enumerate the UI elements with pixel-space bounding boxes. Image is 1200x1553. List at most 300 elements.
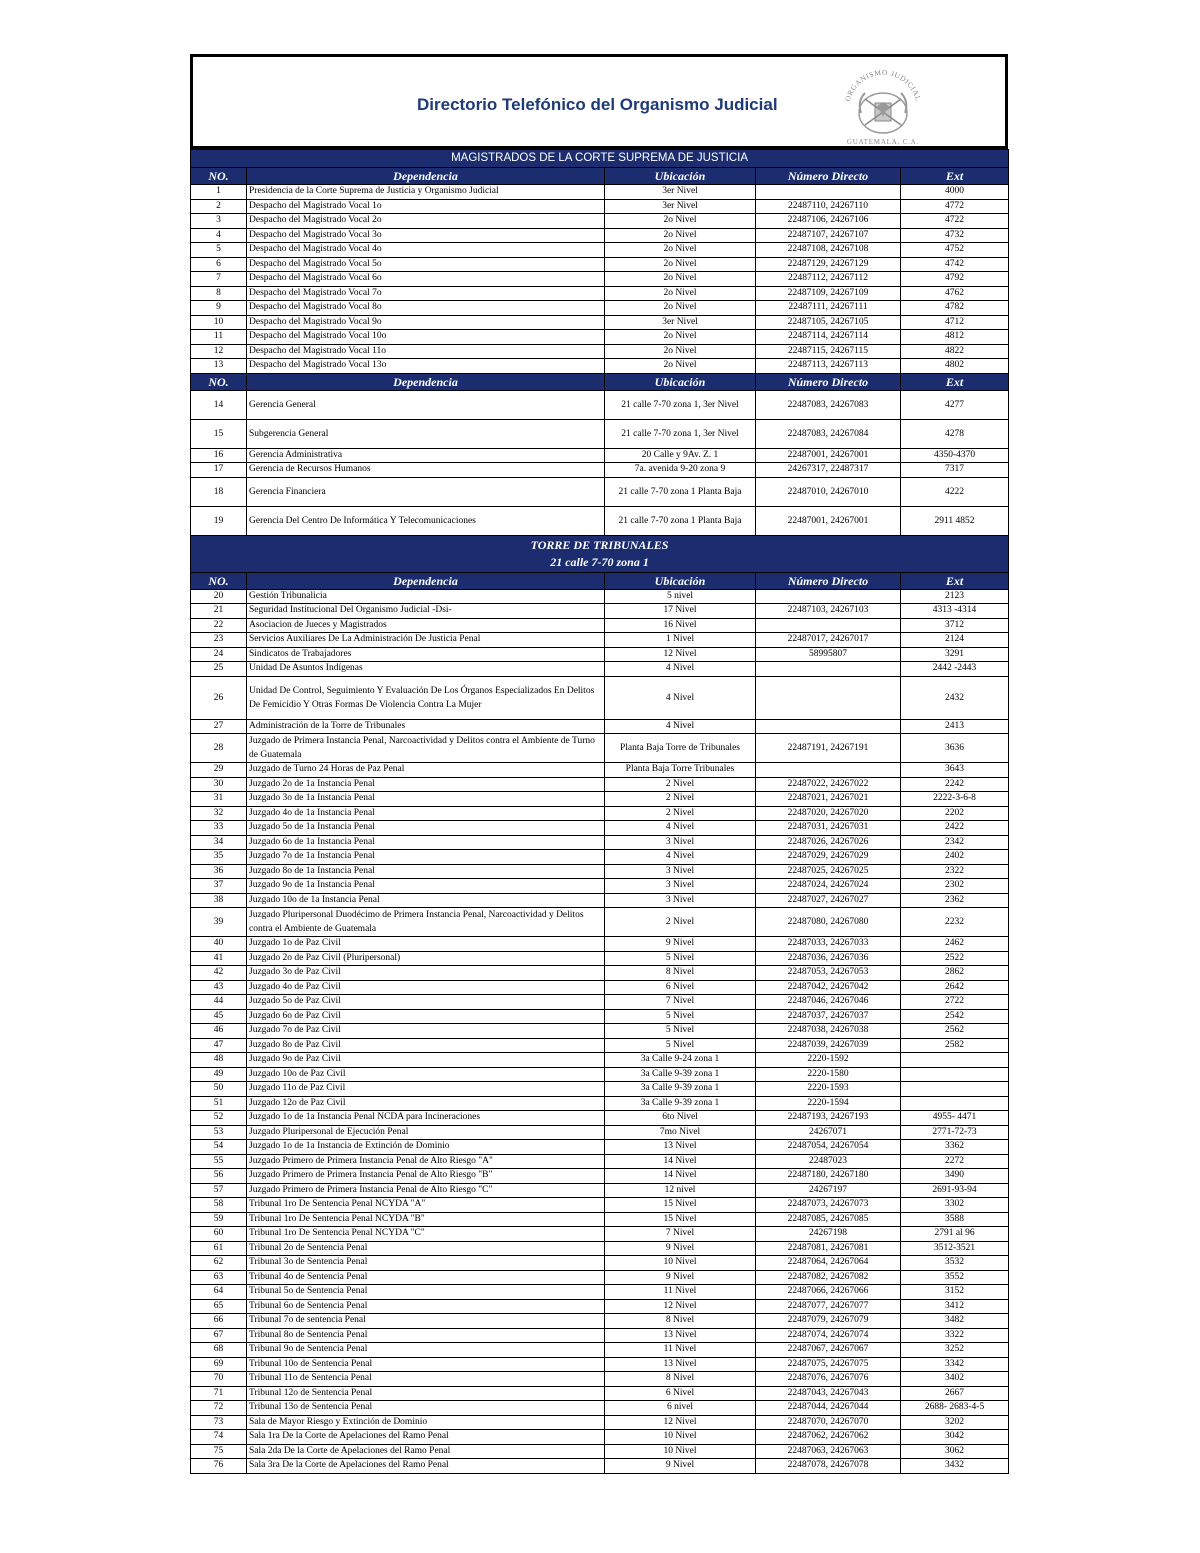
row-no: 38 [191, 893, 247, 908]
row-ubicacion: 2 Nivel [605, 792, 756, 807]
directory-table [190, 149, 1009, 1474]
row-no: 29 [191, 763, 247, 778]
row-ubicacion: 2 Nivel [605, 908, 756, 937]
table-row [191, 966, 1009, 981]
row-ext: 3532 [901, 1256, 1009, 1271]
table-row [191, 879, 1009, 894]
row-no: 70 [191, 1372, 247, 1387]
row-ubicacion: 21 calle 7-70 zona 1, 3er Nivel [605, 419, 756, 448]
section-magistrados [191, 150, 1009, 168]
row-numero-directo: 22487067, 24267067 [756, 1343, 901, 1358]
row-dependencia: Subgerencia General [247, 419, 605, 448]
row-no: 21 [191, 604, 247, 619]
col-ext: Ext [901, 373, 1009, 390]
row-numero-directo: 22487111, 24267111 [756, 301, 901, 316]
row-no: 43 [191, 980, 247, 995]
table-row [191, 792, 1009, 807]
row-dependencia: Juzgado 4o de Paz Civil [247, 980, 605, 995]
row-no: 75 [191, 1444, 247, 1459]
row-ext: 4278 [901, 419, 1009, 448]
row-no: 45 [191, 1009, 247, 1024]
table-row [191, 1270, 1009, 1285]
row-ubicacion: 13 Nivel [605, 1357, 756, 1372]
row-ubicacion: 3er Nivel [605, 315, 756, 330]
table-row [191, 1459, 1009, 1474]
row-dependencia: Juzgado 9o de Paz Civil [247, 1053, 605, 1068]
row-ext: 2222-3-6-8 [901, 792, 1009, 807]
table-row [191, 463, 1009, 478]
svg-text:ORGANISMO JUDICIAL: ORGANISMO JUDICIAL [842, 67, 924, 103]
row-ext: 3552 [901, 1270, 1009, 1285]
col-dependencia: Dependencia [247, 572, 605, 589]
row-numero-directo: 22487079, 24267079 [756, 1314, 901, 1329]
column-header-row [191, 168, 1009, 185]
row-no: 12 [191, 344, 247, 359]
row-numero-directo: 22487191, 24267191 [756, 734, 901, 763]
row-ext: 2522 [901, 951, 1009, 966]
table-row [191, 1111, 1009, 1126]
col-no: NO. [191, 168, 247, 185]
row-ext: 2232 [901, 908, 1009, 937]
row-dependencia: Administración de la Torre de Tribunales [247, 719, 605, 734]
row-ext: 4752 [901, 243, 1009, 258]
row-no: 48 [191, 1053, 247, 1068]
row-dependencia: Tribunal 2o de Sentencia Penal [247, 1241, 605, 1256]
row-no: 58 [191, 1198, 247, 1213]
row-ubicacion: 2o Nivel [605, 228, 756, 243]
row-ext: 3643 [901, 763, 1009, 778]
row-dependencia: Gerencia Administrativa [247, 448, 605, 463]
row-dependencia: Unidad De Asuntos Indígenas [247, 662, 605, 677]
row-ext: 4277 [901, 390, 1009, 419]
row-no: 17 [191, 463, 247, 478]
row-dependencia: Juzgado 1o de 1a Instancia de Extinción de Dominio [247, 1140, 605, 1155]
table-row [191, 589, 1009, 604]
row-ext: 2402 [901, 850, 1009, 865]
row-no: 69 [191, 1357, 247, 1372]
row-ubicacion: 2o Nivel [605, 301, 756, 316]
row-dependencia: Juzgado de Primera Instancia Penal, Narcoactividad y Delitos contra el Ambiente de Turno de Guatemala [247, 734, 605, 763]
row-ubicacion: 9 Nivel [605, 1459, 756, 1474]
row-dependencia: Unidad De Control, Seguimiento Y Evaluación De Los Órganos Especializados En Delitos De Femicidio Y Otras Formas De Violencia Contra La Mujer [247, 676, 605, 719]
row-ubicacion: 5 Nivel [605, 1038, 756, 1053]
table-row [191, 1444, 1009, 1459]
row-no: 52 [191, 1111, 247, 1126]
row-numero-directo: 22487110, 24267110 [756, 199, 901, 214]
row-numero-directo: 22487074, 24267074 [756, 1328, 901, 1343]
row-dependencia: Juzgado Primero de Primera Instancia Penal de Alto Riesgo "B" [247, 1169, 605, 1184]
row-numero-directo [756, 662, 901, 677]
table-row [191, 777, 1009, 792]
row-dependencia: Juzgado Pluripersonal de Ejecución Penal [247, 1125, 605, 1140]
table-row [191, 618, 1009, 633]
row-no: 26 [191, 676, 247, 719]
row-ext: 2362 [901, 893, 1009, 908]
row-ubicacion: 7a. avenida 9-20 zona 9 [605, 463, 756, 478]
row-dependencia: Despacho del Magistrado Vocal 11o [247, 344, 605, 359]
table-row [191, 763, 1009, 778]
row-no: 72 [191, 1401, 247, 1416]
table-row [191, 1241, 1009, 1256]
row-dependencia: Juzgado Pluripersonal Duodécimo de Primera Instancia Penal, Narcoactividad y Delitos contra el Ambiente de Guatemala [247, 908, 605, 937]
row-dependencia: Tribunal 3o de Sentencia Penal [247, 1256, 605, 1271]
table-row [191, 980, 1009, 995]
row-no: 1 [191, 185, 247, 200]
row-dependencia: Despacho del Magistrado Vocal 13o [247, 359, 605, 374]
row-ubicacion: 3 Nivel [605, 893, 756, 908]
row-dependencia: Tribunal 1ro De Sentencia Penal NCYDA "C" [247, 1227, 605, 1242]
svg-text:GUATEMALA, C.A.: GUATEMALA, C.A. [846, 138, 920, 146]
table-row [191, 1386, 1009, 1401]
row-ext: 3042 [901, 1430, 1009, 1445]
row-numero-directo: 22487054, 24267054 [756, 1140, 901, 1155]
row-numero-directo: 22487078, 24267078 [756, 1459, 901, 1474]
row-ext: 4350-4370 [901, 448, 1009, 463]
row-no: 23 [191, 633, 247, 648]
row-dependencia: Despacho del Magistrado Vocal 1o [247, 199, 605, 214]
row-no: 35 [191, 850, 247, 865]
row-ext: 3322 [901, 1328, 1009, 1343]
row-ubicacion: 2 Nivel [605, 806, 756, 821]
row-numero-directo: 22487031, 24267031 [756, 821, 901, 836]
row-numero-directo: 22487115, 24267115 [756, 344, 901, 359]
table-row [191, 633, 1009, 648]
table-row [191, 647, 1009, 662]
row-dependencia: Sala 1ra De la Corte de Apelaciones del Ramo Penal [247, 1430, 605, 1445]
row-no: 15 [191, 419, 247, 448]
row-dependencia: Gestión Tribunalicia [247, 589, 605, 604]
table-row [191, 1227, 1009, 1242]
row-no: 2 [191, 199, 247, 214]
row-ubicacion: 20 Calle y 9Av. Z. 1 [605, 448, 756, 463]
row-ext: 3482 [901, 1314, 1009, 1329]
row-ext: 2691-93-94 [901, 1183, 1009, 1198]
row-ext: 4222 [901, 477, 1009, 506]
row-no: 54 [191, 1140, 247, 1155]
row-ubicacion: 11 Nivel [605, 1343, 756, 1358]
document-header [190, 54, 1008, 149]
row-dependencia: Presidencia de la Corte Suprema de Justicia y Organismo Judicial [247, 185, 605, 200]
row-dependencia: Juzgado 7o de 1a Instancia Penal [247, 850, 605, 865]
row-numero-directo: 22487063, 24267063 [756, 1444, 901, 1459]
table-row [191, 448, 1009, 463]
row-ext [901, 1053, 1009, 1068]
section-subtitle: 21 calle 7-70 zona 1 [550, 554, 649, 569]
table-row [191, 676, 1009, 719]
row-ext: 4762 [901, 286, 1009, 301]
row-numero-directo: 22487025, 24267025 [756, 864, 901, 879]
row-ubicacion: 2o Nivel [605, 243, 756, 258]
row-dependencia: Tribunal 10o de Sentencia Penal [247, 1357, 605, 1372]
row-numero-directo [756, 589, 901, 604]
table-row [191, 257, 1009, 272]
row-numero-directo: 22487109, 24267109 [756, 286, 901, 301]
row-no: 16 [191, 448, 247, 463]
row-dependencia: Despacho del Magistrado Vocal 2o [247, 214, 605, 229]
row-numero-directo: 22487083, 24267084 [756, 419, 901, 448]
table-row [191, 1372, 1009, 1387]
row-no: 27 [191, 719, 247, 734]
row-numero-directo: 22487036, 24267036 [756, 951, 901, 966]
row-ubicacion: 2o Nivel [605, 330, 756, 345]
table-row [191, 734, 1009, 763]
row-dependencia: Despacho del Magistrado Vocal 5o [247, 257, 605, 272]
row-numero-directo [756, 618, 901, 633]
row-ubicacion: 9 Nivel [605, 1241, 756, 1256]
col-no: NO. [191, 572, 247, 589]
row-numero-directo: 22487073, 24267073 [756, 1198, 901, 1213]
row-ubicacion: 16 Nivel [605, 618, 756, 633]
table-row [191, 1067, 1009, 1082]
table-row [191, 1125, 1009, 1140]
row-no: 5 [191, 243, 247, 258]
row-ext [901, 1096, 1009, 1111]
row-no: 55 [191, 1154, 247, 1169]
judicial-seal-icon [835, 63, 931, 147]
row-ext: 3302 [901, 1198, 1009, 1213]
row-ubicacion: 5 Nivel [605, 951, 756, 966]
row-no: 33 [191, 821, 247, 836]
row-numero-directo: 22487064, 24267064 [756, 1256, 901, 1271]
row-numero-directo: 22487042, 24267042 [756, 980, 901, 995]
row-no: 22 [191, 618, 247, 633]
row-dependencia: Seguridad Institucional Del Organismo Judicial -Dsi- [247, 604, 605, 619]
row-ubicacion: 3er Nivel [605, 199, 756, 214]
row-dependencia: Tribunal 9o de Sentencia Penal [247, 1343, 605, 1358]
row-no: 28 [191, 734, 247, 763]
row-no: 63 [191, 1270, 247, 1285]
row-no: 40 [191, 937, 247, 952]
row-ubicacion: 12 nivel [605, 1183, 756, 1198]
row-ubicacion: 11 Nivel [605, 1285, 756, 1300]
row-numero-directo: 22487085, 24267085 [756, 1212, 901, 1227]
row-dependencia: Juzgado 10o de Paz Civil [247, 1067, 605, 1082]
row-dependencia: Gerencia Financiera [247, 477, 605, 506]
row-no: 7 [191, 272, 247, 287]
row-no: 49 [191, 1067, 247, 1082]
row-ubicacion: 12 Nivel [605, 647, 756, 662]
row-dependencia: Gerencia General [247, 390, 605, 419]
row-no: 11 [191, 330, 247, 345]
row-ext: 3062 [901, 1444, 1009, 1459]
table-row [191, 286, 1009, 301]
row-ubicacion: 7 Nivel [605, 1227, 756, 1242]
row-ubicacion: 3a Calle 9-39 zona 1 [605, 1096, 756, 1111]
row-ext: 2302 [901, 879, 1009, 894]
row-dependencia: Juzgado 1o de Paz Civil [247, 937, 605, 952]
row-ubicacion: 21 calle 7-70 zona 1 Planta Baja [605, 477, 756, 506]
row-no: 61 [191, 1241, 247, 1256]
row-ext: 3432 [901, 1459, 1009, 1474]
row-ext: 2432 [901, 676, 1009, 719]
table-row [191, 864, 1009, 879]
row-numero-directo: 24267197 [756, 1183, 901, 1198]
row-numero-directo: 22487108, 24267108 [756, 243, 901, 258]
table-row [191, 995, 1009, 1010]
table-row [191, 1183, 1009, 1198]
row-no: 30 [191, 777, 247, 792]
row-no: 6 [191, 257, 247, 272]
col-ubicacion: Ubicación [605, 373, 756, 390]
row-dependencia: Tribunal 4o de Sentencia Penal [247, 1270, 605, 1285]
row-no: 53 [191, 1125, 247, 1140]
row-ext: 4792 [901, 272, 1009, 287]
row-no: 71 [191, 1386, 247, 1401]
row-ext: 4732 [901, 228, 1009, 243]
row-ext: 2542 [901, 1009, 1009, 1024]
row-ext: 3712 [901, 618, 1009, 633]
row-ubicacion: 2o Nivel [605, 257, 756, 272]
row-numero-directo: 22487080, 24267080 [756, 908, 901, 937]
table-row [191, 272, 1009, 287]
row-ext: 4000 [901, 185, 1009, 200]
col-ext: Ext [901, 168, 1009, 185]
row-ext: 3490 [901, 1169, 1009, 1184]
table-row [191, 330, 1009, 345]
page-title: Directorio Telefónico del Organismo Judicial [417, 95, 778, 114]
row-numero-directo [756, 719, 901, 734]
row-numero-directo: 22487193, 24267193 [756, 1111, 901, 1126]
row-ext: 3252 [901, 1343, 1009, 1358]
row-no: 59 [191, 1212, 247, 1227]
row-dependencia: Tribunal 6o de Sentencia Penal [247, 1299, 605, 1314]
row-numero-directo: 22487077, 24267077 [756, 1299, 901, 1314]
row-numero-directo: 2220-1580 [756, 1067, 901, 1082]
table-row [191, 1140, 1009, 1155]
row-ubicacion: 9 Nivel [605, 937, 756, 952]
table-row [191, 821, 1009, 836]
row-numero-directo: 22487010, 24267010 [756, 477, 901, 506]
row-numero-directo: 22487044, 24267044 [756, 1401, 901, 1416]
table-row [191, 1401, 1009, 1416]
col-ubicacion: Ubicación [605, 168, 756, 185]
row-numero-directo: 2220-1593 [756, 1082, 901, 1097]
row-numero-directo: 22487039, 24267039 [756, 1038, 901, 1053]
row-numero-directo: 22487021, 24267021 [756, 792, 901, 807]
row-ubicacion: 8 Nivel [605, 1372, 756, 1387]
table-row [191, 419, 1009, 448]
row-ubicacion: 12 Nivel [605, 1299, 756, 1314]
table-row [191, 1053, 1009, 1068]
row-numero-directo [756, 676, 901, 719]
row-dependencia: Juzgado Primero de Primera Instancia Penal de Alto Riesgo "C" [247, 1183, 605, 1198]
row-ext: 2562 [901, 1024, 1009, 1039]
row-ext: 4802 [901, 359, 1009, 374]
row-ext: 3512-3521 [901, 1241, 1009, 1256]
section-torre-tribunales [191, 535, 1009, 572]
table-row [191, 1256, 1009, 1271]
row-ubicacion: 5 nivel [605, 589, 756, 604]
row-no: 13 [191, 359, 247, 374]
table-row [191, 604, 1009, 619]
row-ext: 7317 [901, 463, 1009, 478]
row-ubicacion: 3 Nivel [605, 879, 756, 894]
row-numero-directo: 22487001, 24267001 [756, 506, 901, 535]
row-ubicacion: 14 Nivel [605, 1154, 756, 1169]
row-no: 46 [191, 1024, 247, 1039]
row-dependencia: Juzgado 3o de 1a Instancia Penal [247, 792, 605, 807]
row-dependencia: Juzgado 6o de Paz Civil [247, 1009, 605, 1024]
row-no: 50 [191, 1082, 247, 1097]
row-ext: 2322 [901, 864, 1009, 879]
row-ext: 4313 -4314 [901, 604, 1009, 619]
row-ubicacion: 15 Nivel [605, 1198, 756, 1213]
row-no: 56 [191, 1169, 247, 1184]
row-ext: 2272 [901, 1154, 1009, 1169]
row-ext: 3291 [901, 647, 1009, 662]
row-ext: 3412 [901, 1299, 1009, 1314]
row-ubicacion: 14 Nivel [605, 1169, 756, 1184]
row-ubicacion: 3a Calle 9-39 zona 1 [605, 1082, 756, 1097]
row-ext: 2688- 2683-4-5 [901, 1401, 1009, 1416]
row-ext: 2911 4852 [901, 506, 1009, 535]
row-dependencia: Gerencia de Recursos Humanos [247, 463, 605, 478]
row-no: 42 [191, 966, 247, 981]
row-numero-directo: 22487113, 24267113 [756, 359, 901, 374]
row-dependencia: Despacho del Magistrado Vocal 7o [247, 286, 605, 301]
row-numero-directo [756, 185, 901, 200]
row-ubicacion: 21 calle 7-70 zona 1 Planta Baja [605, 506, 756, 535]
row-ext: 3402 [901, 1372, 1009, 1387]
row-no: 41 [191, 951, 247, 966]
table-row [191, 359, 1009, 374]
table-row [191, 1096, 1009, 1111]
col-numero-directo: Número Directo [756, 373, 901, 390]
row-ext: 2123 [901, 589, 1009, 604]
row-ext: 3636 [901, 734, 1009, 763]
row-ext: 2462 [901, 937, 1009, 952]
row-no: 39 [191, 908, 247, 937]
col-dependencia: Dependencia [247, 168, 605, 185]
row-numero-directo: 22487026, 24267026 [756, 835, 901, 850]
row-ext: 2771-72-73 [901, 1125, 1009, 1140]
row-ubicacion: 17 Nivel [605, 604, 756, 619]
row-numero-directo: 22487081, 24267081 [756, 1241, 901, 1256]
row-dependencia: Despacho del Magistrado Vocal 4o [247, 243, 605, 258]
row-dependencia: Juzgado 5o de 1a Instancia Penal [247, 821, 605, 836]
table-row [191, 228, 1009, 243]
row-ext: 4782 [901, 301, 1009, 316]
row-no: 34 [191, 835, 247, 850]
row-no: 47 [191, 1038, 247, 1053]
table-row [191, 1415, 1009, 1430]
row-no: 73 [191, 1415, 247, 1430]
row-ubicacion: 5 Nivel [605, 1009, 756, 1024]
row-dependencia: Tribunal 12o de Sentencia Penal [247, 1386, 605, 1401]
row-dependencia: Juzgado 3o de Paz Civil [247, 966, 605, 981]
directory-sheet [190, 54, 1008, 1474]
row-dependencia: Sindicatos de Trabajadores [247, 647, 605, 662]
table-row [191, 315, 1009, 330]
row-ubicacion: Planta Baja Torre de Tribunales [605, 734, 756, 763]
row-dependencia: Sala 2da De la Corte de Apelaciones del Ramo Penal [247, 1444, 605, 1459]
row-numero-directo: 22487107, 24267107 [756, 228, 901, 243]
row-numero-directo: 58995807 [756, 647, 901, 662]
row-numero-directo: 22487114, 24267114 [756, 330, 901, 345]
row-ubicacion: 8 Nivel [605, 1314, 756, 1329]
row-ubicacion: 13 Nivel [605, 1328, 756, 1343]
row-dependencia: Juzgado 12o de Paz Civil [247, 1096, 605, 1111]
row-ubicacion: 4 Nivel [605, 662, 756, 677]
row-ubicacion: 2o Nivel [605, 359, 756, 374]
row-no: 68 [191, 1343, 247, 1358]
row-dependencia: Tribunal 1ro De Sentencia Penal NCYDA "B" [247, 1212, 605, 1227]
column-header-row [191, 572, 1009, 589]
row-ext: 3202 [901, 1415, 1009, 1430]
section-title: TORRE DE TRIBUNALES [530, 537, 669, 552]
row-numero-directo: 22487105, 24267105 [756, 315, 901, 330]
table-row [191, 908, 1009, 937]
